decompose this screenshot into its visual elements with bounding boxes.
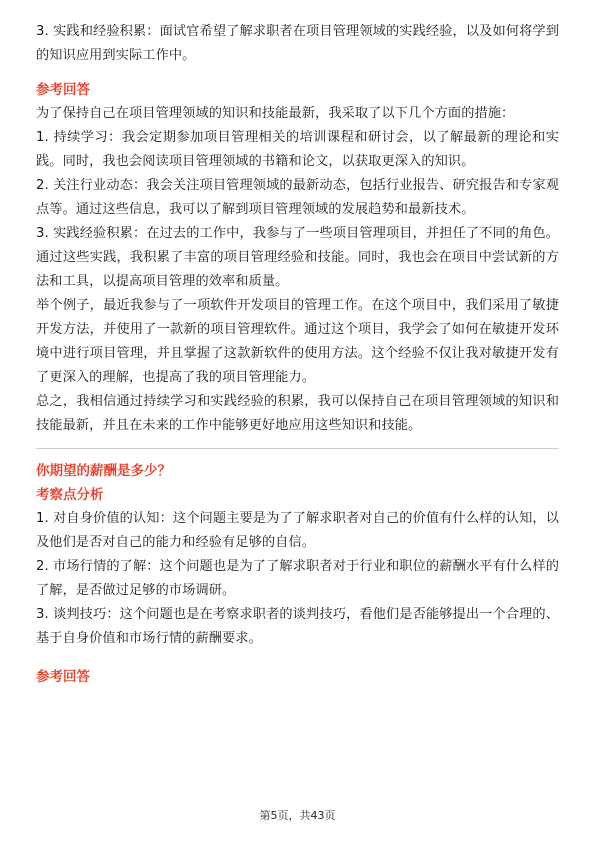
section2-point-2: 2. 市场行情的了解：这个问题也是为了了解求职者对于行业和职位的薪酬水平有什么样的了解，是否做过足够的市场调研。 (36, 559, 559, 598)
section1-conclusion: 总之，我相信通过持续学习和实践经验的积累，我可以保持自己在项目管理领域的知识和技能最新，并且在未来的工作中能够更好地应用这些知识和技能。 (36, 394, 559, 433)
section2-point-1: 1. 对自身价值的认知：这个问题主要是为了了解求职者对自己的价值有什么样的认知，以及他们是否对自己的能力和经验有足够的自信。 (36, 511, 559, 550)
section1-answer-intro: 为了保持自己在项目管理领域的知识和技能最新，我采取了以下几个方面的措施： (36, 106, 515, 121)
section1-example: 举个例子，最近我参与了一项软件开发项目的管理工作。在这个项目中，我们采用了敏捷开发方法，并使用了一款新的项目管理软件。通过这个项目，我学会了如何在敏捷开发环境中进行项目管理，并且掌握了这款新软件的使用方法。这个经验不仅让我对敏捷开发有了更深入的理解，也提高了我的项目管理能力。 (36, 298, 559, 385)
document-page (36, 20, 559, 689)
page-number: 第5页，共43页 (259, 809, 336, 822)
section1-answer-point-3: 3. 实践经验积累：在过去的工作中，我参与了一些项目管理项目，并担任了不同的角色。通过这些实践，我积累了丰富的项目管理经验和技能。同时，我也会在项目中尝试新的方法和工具，以提高项目管理的效率和质量。 (36, 226, 559, 289)
section2-analysis-heading: 考察点分析 (36, 487, 104, 503)
section-divider (36, 448, 559, 449)
section1-item3: 3. 实践和经验积累：面试官希望了解求职者在项目管理领域的实践经验，以及如何将学到的知识应用到实际工作中。 (36, 24, 559, 63)
section2-answer-heading: 参考回答 (36, 669, 90, 685)
section2-point-3: 3. 谈判技巧：这个问题也是在考察求职者的谈判技巧，看他们是否能够提出一个合理的、基于自身价值和市场行情的薪酬要求。 (36, 607, 559, 646)
section2-question: 你期望的薪酬是多少？ (36, 463, 171, 479)
section1-answer-point-2: 2. 关注行业动态：我会关注项目管理领域的最新动态，包括行业报告、研究报告和专家观点等。通过这些信息，我可以了解到项目管理领域的发展趋势和最新技术。 (36, 178, 559, 217)
section1-answer-heading: 参考回答 (36, 82, 90, 98)
section1-answer-point-1: 1. 持续学习：我会定期参加项目管理相关的培训课程和研讨会，以了解最新的理论和实践。同时，我也会阅读项目管理领域的书籍和论文，以获取更深入的知识。 (36, 130, 559, 169)
